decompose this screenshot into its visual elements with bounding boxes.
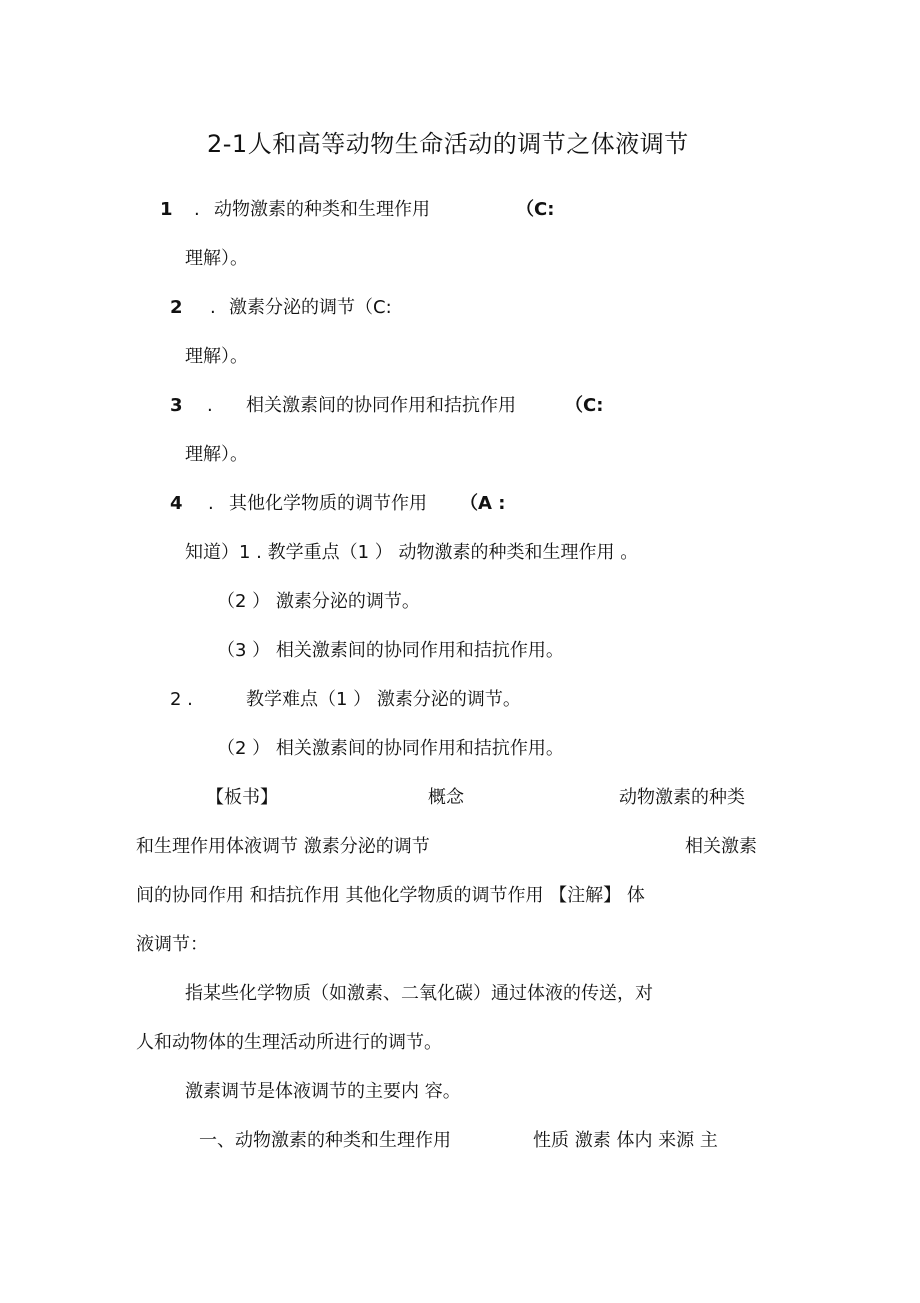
objective-2-text: 激素分泌的调节（C: bbox=[229, 297, 392, 318]
objective-4-level: （A : bbox=[460, 493, 506, 514]
difficulty-label: 教学难点（1 ） 激素分泌的调节。 bbox=[246, 689, 521, 710]
objective-2-level-tail: 理解）。 bbox=[185, 346, 248, 367]
definition-line-3: 激素调节是体液调节的主要内 容。 bbox=[185, 1081, 461, 1102]
objective-1-level: （C: bbox=[516, 199, 555, 220]
objective-4-level-tail: 知道）1 . 教学重点（1 ） 动物激素的种类和生理作用 。 bbox=[185, 542, 639, 563]
key-point-3: （3 ） 相关激素间的协同作用和拮抗作用。 bbox=[217, 640, 564, 661]
objective-1-level-tail: 理解）。 bbox=[185, 248, 248, 269]
board-item-1: 动物激素的种类 bbox=[619, 787, 745, 808]
objective-4-number: 4 bbox=[170, 493, 183, 514]
difficulty-2: （2 ） 相关激素间的协同作用和拮抗作用。 bbox=[217, 738, 564, 759]
board-line-2-left: 和生理作用体液调节 激素分泌的调节 bbox=[136, 836, 430, 857]
board-tag: 【板书】 bbox=[206, 787, 278, 808]
objective-3-level: （C: bbox=[565, 395, 604, 416]
definition-line-1: 指某些化学物质（如激素、二氧化碳）通过体液的传送，对 bbox=[185, 983, 653, 1004]
objective-1-number: 1 bbox=[160, 199, 173, 220]
board-concept: 概念 bbox=[428, 787, 464, 808]
objective-3-number: 3 bbox=[170, 395, 183, 416]
objective-1-dot: . bbox=[194, 199, 200, 220]
board-line-4: 液调节： bbox=[136, 934, 208, 955]
objective-4-text: 其他化学物质的调节作用 bbox=[229, 493, 427, 514]
key-point-2: （2 ） 激素分泌的调节。 bbox=[217, 591, 420, 612]
section-one-heading: 一、动物激素的种类和生理作用 bbox=[199, 1130, 451, 1151]
board-line-3: 间的协同作用 和拮抗作用 其他化学物质的调节作用 【注解】 体 bbox=[136, 885, 645, 906]
objective-3-dot: . bbox=[207, 395, 213, 416]
objective-3-level-tail: 理解）。 bbox=[185, 444, 248, 465]
difficulty-number: 2 . bbox=[170, 689, 193, 710]
objective-2-number: 2 bbox=[170, 297, 183, 318]
objective-3-text: 相关激素间的协同作用和拮抗作用 bbox=[246, 395, 516, 416]
objective-1-text: 动物激素的种类和生理作用 bbox=[214, 199, 430, 220]
board-line-2-right: 相关激素 bbox=[685, 836, 757, 857]
objective-2-dot: . bbox=[210, 297, 216, 318]
objective-4-dot: . bbox=[208, 493, 214, 514]
definition-line-2: 人和动物体的生理活动所进行的调节。 bbox=[136, 1032, 442, 1053]
section-one-columns: 性质 激素 体内 来源 主 bbox=[533, 1130, 718, 1151]
page-title: 2-1人和高等动物生命活动的调节之体液调节 bbox=[207, 130, 689, 158]
